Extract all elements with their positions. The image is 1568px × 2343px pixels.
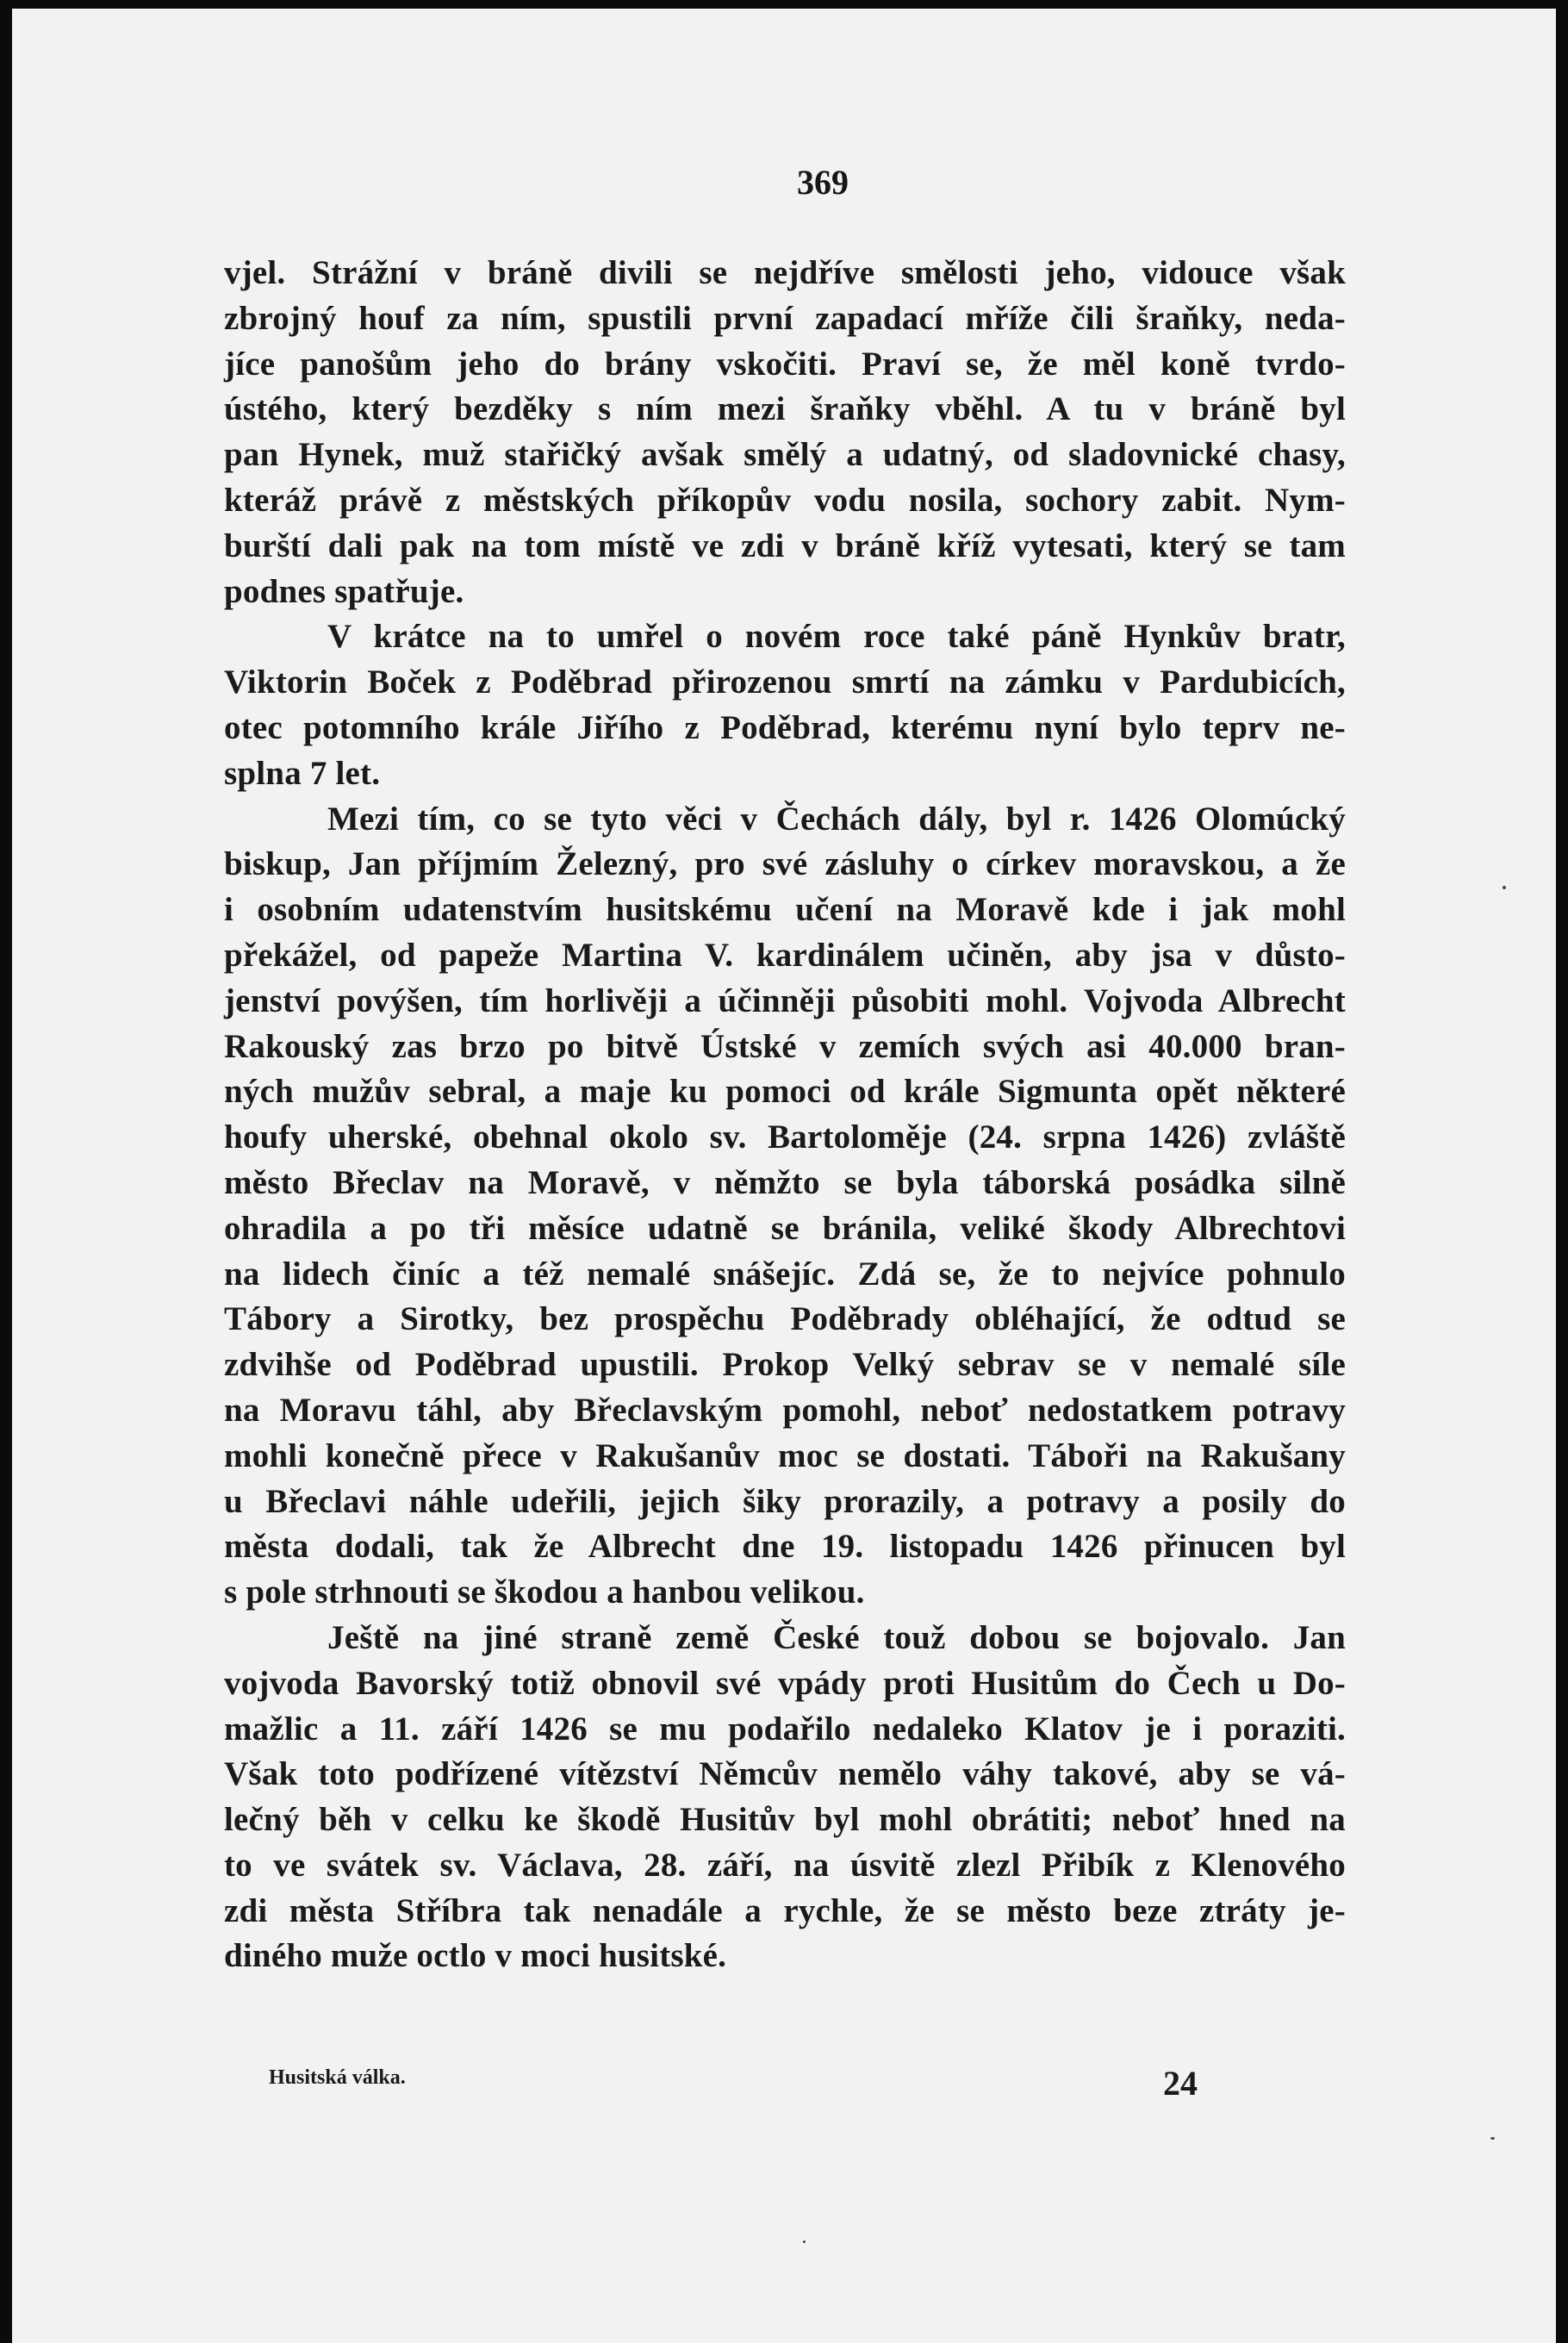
- text-line: otec potomního krále Jiřího z Poděbrad, kterému nyní bylo teprv ne-: [224, 708, 1346, 746]
- book-page: [12, 9, 1556, 2343]
- text-line: jíce panošům jeho do brány vskočiti. Praví se, že měl koně tvrdo-: [224, 345, 1346, 383]
- text-line: V krátce na to umřel o novém roce také páně Hynkův bratr,: [327, 618, 1346, 656]
- text-line: zdvihše od Poděbrad upustili. Prokop Velký sebrav se v nemalé síle: [224, 1346, 1346, 1384]
- text-line: ohradila a po tři měsíce udatně se bránila, veliké škody Albrechtovi: [224, 1209, 1346, 1247]
- text-line: burští dali pak na tom místě ve zdi v bráně kříž vytesati, který se tam: [224, 527, 1346, 564]
- paper-speck: [1490, 2137, 1495, 2140]
- text-line: města dodali, tak že Albrecht dne 19. listopadu 1426 přinucen byl: [224, 1528, 1346, 1566]
- paragraph: [224, 1616, 1346, 1979]
- text-line: vojvoda Bavorský totiž obnovil své vpády proti Husitům do Čech u Do-: [224, 1664, 1346, 1702]
- text-line: to ve svátek sv. Václava, 28. září, na úsvitě zlezl Přibík z Klenového: [224, 1846, 1346, 1884]
- text-line: u Břeclavi náhle udeřili, jejich šiky prorazily, a potravy a posily do: [224, 1482, 1346, 1520]
- page-number: 369: [797, 163, 849, 202]
- text-line: diného muže octlo v moci husitské.: [224, 1937, 727, 1975]
- text-line: Tábory a Sirotky, bez prospěchu Poděbrady obléhající, že odtud se: [224, 1300, 1346, 1338]
- text-line: na Moravu táhl, aby Břeclavským pomohl, neboť nedostatkem potravy: [224, 1391, 1346, 1429]
- text-line: zdi města Stříbra tak nenadále a rychle, že se město beze ztráty je-: [224, 1891, 1346, 1929]
- text-line: pan Hynek, muž stařičký avšak smělý a udatný, od sladovnické chasy,: [224, 436, 1346, 474]
- paragraph: [224, 797, 1346, 1616]
- text-line: ných mužův sebral, a maje ku pomoci od krále Sigmunta opět některé: [224, 1073, 1346, 1111]
- paragraph: [224, 251, 1346, 614]
- body-text: [224, 251, 1346, 1979]
- paragraph: [224, 614, 1346, 796]
- text-line: lečný běh v celku ke škodě Husitův byl mohl obrátiti; neboť hned na: [224, 1801, 1346, 1839]
- text-line: překážel, od papeže Martina V. kardinálem učiněn, aby jsa v důsto-: [224, 936, 1346, 974]
- text-line: Mezi tím, co se tyto věci v Čechách dály, byl r. 1426 Olomúcký: [327, 800, 1346, 838]
- text-line: podnes spatřuje.: [224, 572, 464, 610]
- text-line: s pole strhnouti se škodou a hanbou velikou.: [224, 1573, 865, 1611]
- text-line: Viktorin Boček z Poděbrad přirozenou smrtí na zámku v Pardubicích,: [224, 664, 1346, 701]
- text-line: mažlic a 11. září 1426 se mu podařilo nedaleko Klatov je i poraziti.: [224, 1710, 1346, 1748]
- footer-signature: Husitská válka.: [269, 2066, 406, 2089]
- footer-sheet-number: 24: [1163, 2064, 1198, 2103]
- text-line: biskup, Jan příjmím Železný, pro své zásluhy o církev moravskou, a že: [224, 845, 1346, 883]
- text-line: zbrojný houf za ním, spustili první zapadací mříže čili šraňky, neda-: [224, 299, 1346, 337]
- text-line: Však toto podřízené vítězství Němcův nemělo váhy takové, aby se vá-: [224, 1755, 1346, 1793]
- text-line: Ještě na jiné straně země České touž dobou se bojovalo. Jan: [327, 1618, 1346, 1656]
- text-line: jenství povýšen, tím horlivěji a účinněji působiti mohl. Vojvoda Albrecht: [224, 981, 1346, 1019]
- paper-speck: [803, 2240, 806, 2243]
- text-line: ústého, který bezděky s ním mezi šraňky vběhl. A tu v bráně byl: [224, 390, 1346, 428]
- text-line: na lidech činíc a též nemalé snášejíc. Zdá se, že to nejvíce pohnulo: [224, 1255, 1346, 1293]
- text-line: vjel. Strážní v bráně divili se nejdříve smělosti jeho, vidouce však: [224, 254, 1346, 291]
- text-line: město Břeclav na Moravě, v němžto se byla táborská posádka silně: [224, 1163, 1346, 1201]
- text-line: mohli konečně přece v Rakušanův moc se dostati. Táboři na Rakušany: [224, 1436, 1346, 1474]
- paper-speck: [1503, 886, 1506, 889]
- text-line: kteráž právě z městských příkopův vodu nosila, sochory zabit. Nym-: [224, 481, 1346, 519]
- text-line: splna 7 let.: [224, 754, 381, 792]
- text-line: houfy uherské, obehnal okolo sv. Bartoloměje (24. srpna 1426) zvláště: [224, 1119, 1346, 1156]
- text-line: i osobním udatenstvím husitskému učení na Moravě kde i jak mohl: [224, 891, 1346, 929]
- text-line: Rakouský zas brzo po bitvě Ústské v zemích svých asi 40.000 bran-: [224, 1027, 1346, 1065]
